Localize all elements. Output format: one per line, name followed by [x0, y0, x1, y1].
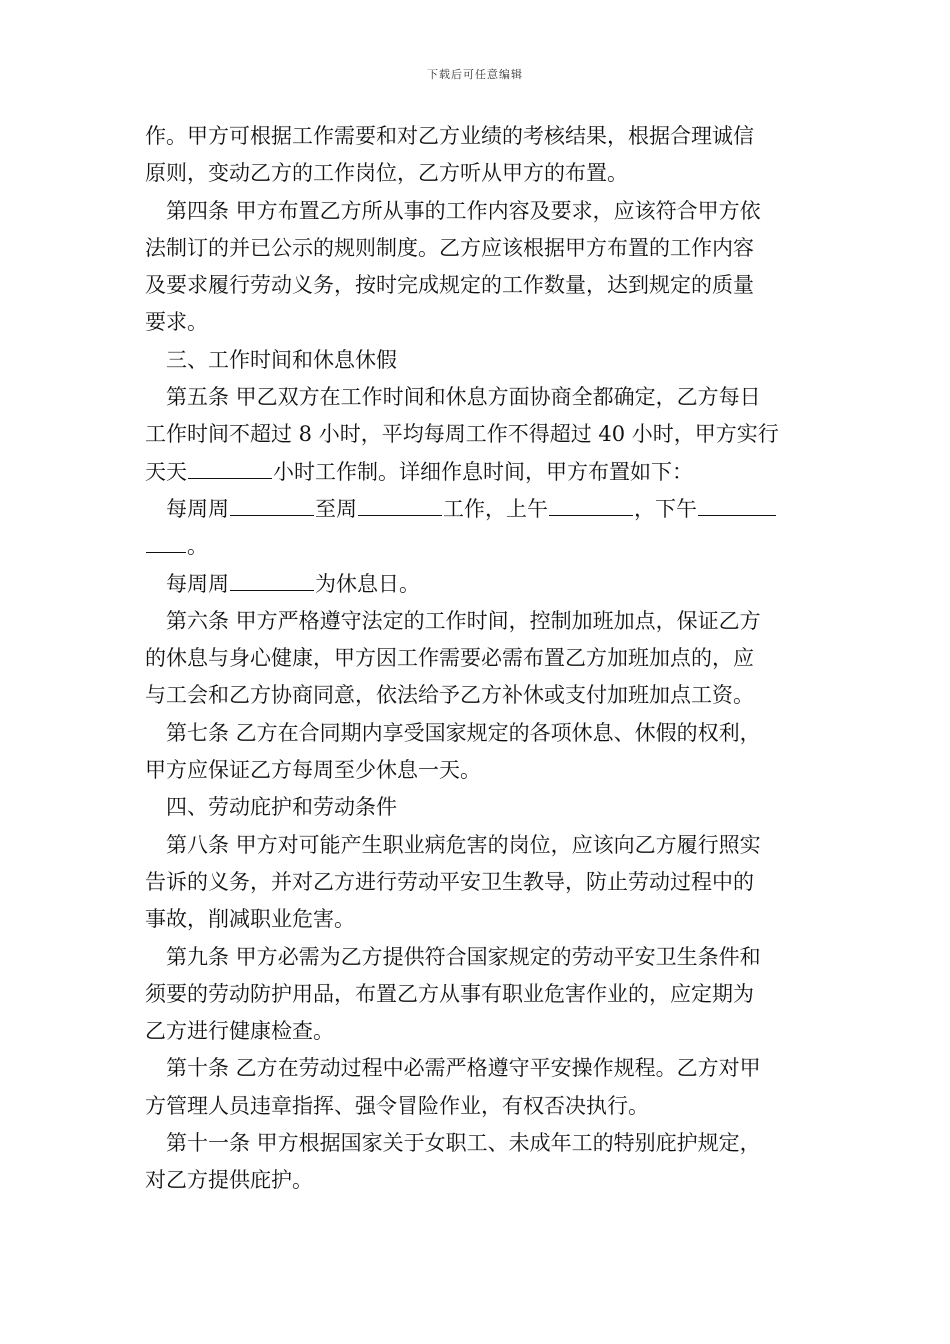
text-fragment: 每周周 [166, 571, 229, 596]
article-9-line: 第九条 甲方必需为乙方提供符合国家规定的劳动平安卫生条件和 [166, 944, 761, 969]
article-9-line: 须要的劳动防护用品，布置乙方从事有职业危害作业的，应定期为 [145, 981, 754, 1006]
fill-in-blank-afternoon-cont[interactable] [146, 532, 186, 553]
paragraph-line: 原则，变动乙方的工作岗位，乙方听从甲方的布置。 [145, 161, 628, 186]
section-heading-4: 四、劳动庇护和劳动条件 [166, 795, 397, 820]
article-7-line: 第七条 乙方在合同期内享受国家规定的各项休息、休假的权利， [166, 720, 761, 745]
text-fragment: ，下午 [634, 496, 697, 521]
article-10-line: 第十条 乙方在劳动过程中必需严格遵守平安操作规程。乙方对甲 [166, 1056, 761, 1081]
article-10-line: 方管理人员违章指挥、强令冒险作业，有权否决执行。 [145, 1093, 649, 1118]
text-fragment: 每周周 [166, 496, 229, 521]
text-fragment: 小时工作制。详细作息时间，甲方布置如下： [273, 459, 693, 484]
schedule-line [145, 491, 809, 528]
schedule-line-cont [145, 528, 809, 565]
article-6-line: 与工会和乙方协商同意，依法给予乙方补休或支付加班加点工资。 [145, 683, 754, 708]
article-5-line: 工作时间不超过 8 小时，平均每周工作不得超过 40 小时，甲方实行 [145, 422, 779, 447]
rest-day-line [145, 566, 809, 603]
fill-in-blank-daily-hours[interactable] [188, 458, 272, 479]
article-4-line: 及要求履行劳动义务，按时完成规定的工作数量，达到规定的质量 [145, 273, 754, 298]
article-5-line: 第五条 甲乙双方在工作时间和休息方面协商全都确定，乙方每日 [166, 385, 761, 410]
fill-in-blank-rest-day[interactable] [230, 570, 314, 591]
article-6-line: 的休息与身心健康，甲方因工作需要必需布置乙方加班加点的，应 [145, 646, 754, 671]
text-fragment: 为休息日。 [315, 571, 420, 596]
article-8-line: 事故，削减职业危害。 [145, 907, 355, 932]
fill-in-blank-morning[interactable] [549, 495, 633, 516]
text-fragment: 。 [187, 534, 208, 559]
article-4-line: 第四条 甲方布置乙方所从事的工作内容及要求，应该符合甲方依 [166, 198, 761, 223]
text-fragment: 天天 [145, 459, 187, 484]
section-heading-3: 三、工作时间和休息休假 [166, 347, 397, 372]
article-8-line: 第八条 甲方对可能产生职业病危害的岗位，应该向乙方履行照实 [166, 832, 761, 857]
article-9-line: 乙方进行健康检查。 [145, 1019, 334, 1044]
text-fragment: 至周 [315, 496, 357, 521]
article-5-line [145, 454, 809, 491]
article-4-line: 要求。 [145, 310, 208, 335]
paragraph-line: 作。甲方可根据工作需要和对乙方业绩的考核结果，根据合理诚信 [145, 124, 754, 148]
article-6-line: 第六条 甲方严格遵守法定的工作时间，控制加班加点，保证乙方 [166, 608, 761, 633]
article-8-line: 告诉的义务，并对乙方进行劳动平安卫生教导，防止劳动过程中的 [145, 869, 754, 894]
text-fragment: 工作，上午 [443, 496, 548, 521]
fill-in-blank-afternoon[interactable] [698, 495, 776, 516]
fill-in-blank-start-day[interactable] [230, 495, 314, 516]
document-body [145, 118, 809, 1200]
article-11-line: 第十一条 甲方根据国家关于女职工、未成年工的特别庇护规定， [166, 1131, 761, 1156]
article-7-line: 甲方应保证乙方每周至少休息一天。 [145, 758, 481, 783]
article-11-line: 对乙方提供庇护。 [145, 1168, 313, 1193]
article-4-line: 法制订的并已公示的规则制度。乙方应该根据甲方布置的工作内容 [145, 235, 754, 260]
fill-in-blank-end-day[interactable] [358, 495, 442, 516]
page-header: 下载后可任意编辑 [427, 68, 523, 81]
